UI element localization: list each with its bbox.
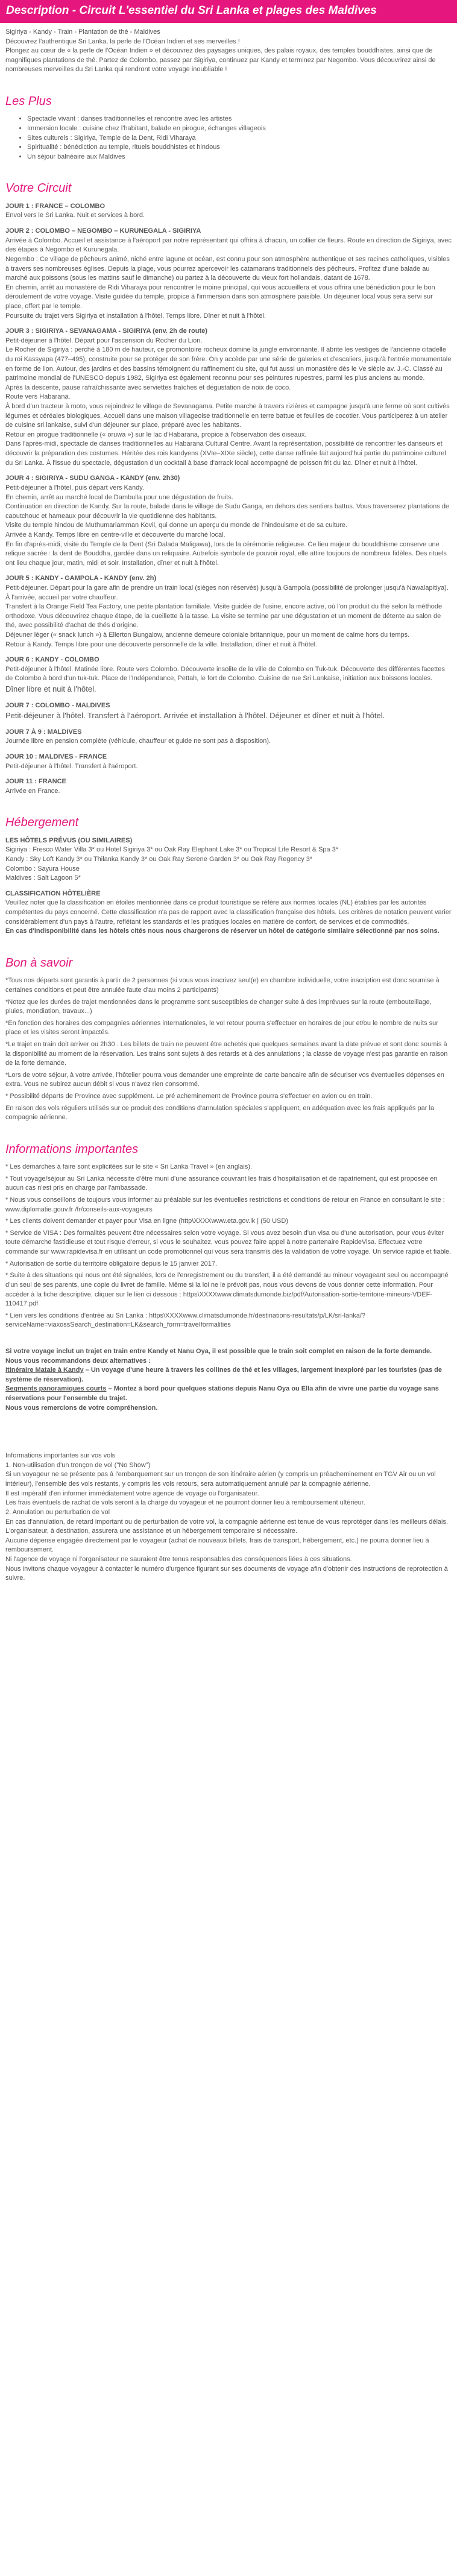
list-item: • Spectacle vivant : danses traditionnelles et rencontre avec les artistes xyxy=(27,115,452,124)
day-paragraph: En chemin, arrêt au monastère de Ridi Viharaya pour rencontrer le moine principal, qui vous accueillera et vous offrira une bénédiction pour le bon déroulement de votre voyage. Visite guidée du temple, propice à l'immersion dans son atmosphère paisible. Un déjeuner local vous sera servi sur place, offert par le temple. xyxy=(5,283,435,310)
day-paragraph: Envol vers le Sri Lanka. Nuit et services à bord. xyxy=(5,212,145,219)
intro-line: Plongez au cœur de « la perle de l'Océan Indien » et découvrez des paysages uniques, des palais royaux, des temples bouddhistes, ainsi que de magnifiques plantations de thé. Partez de Colombo, passez par Sigiriya, continuez par Kandy et terminez par Negombo. Vous découvrirez ainsi de nombreuses merveilles du Sri Lanka qui rendront votre voyage inoubliable ! xyxy=(5,47,436,74)
day-title: JOUR 1 : FRANCE – COLOMBO xyxy=(5,202,106,210)
flight-info-line: Il est impératif d'en informer immédiatement votre agence de voyage ou l'organisateur. xyxy=(5,1489,259,1497)
day-block xyxy=(5,327,452,468)
flight-info-line: Si un voyageur ne se présente pas à l'embarquement sur un tronçon de son itinéraire aérien (y compris un préacheminement en TGV Air ou un vol intérieur), l'ensemble des vols restants, y compris les vols retours, sera automatiquement annulé par la compagnie aérienne. xyxy=(5,1471,436,1488)
flight-info-line: 2. Annulation ou perturbation de vol xyxy=(5,1508,110,1516)
hotels-label: LES HÔTELS PRÉVUS (OU SIMILAIRES) xyxy=(5,836,133,844)
day-block xyxy=(5,227,452,321)
list-item: *Tous nos départs sont garantis à partir de 2 personnes (si vous vous inscrivez seul(e) en chambre individuelle, votre inscription est donc soumise à certaines conditions et peut être annulée faute d'au moins 2 participants) xyxy=(5,977,440,994)
list-item: * Suite à des situations qui nous ont été signalées, lors de l'enregistrement ou du transfert, il a été demandé au mineur voyageant seul ou accompagné d'un seul de ses parents, une copie du livret de famille. Même si la loi ne le prévoit pas, nous vous devons de vous donner cette information. Pour accéder à la fiche descriptive, cliquer sur le lien ci dessous : https\XXXXwww.climatsdumonde.biz/pdf/Autorisation-sortie-territoire-mineurs-VDEF-110417.pdf xyxy=(5,1272,449,1308)
day-block xyxy=(5,574,452,649)
flight-info-line: Les frais éventuels de rachat de vols seront à la charge du voyageur et ne pourront donner lieu à remboursement ultérieur. xyxy=(5,1499,365,1507)
plus-list xyxy=(5,115,452,162)
day-paragraph: Visite du temple hindou de Muthumariamman Kovil, qui donne un aperçu du monde de l'hindouisme et de sa culture. xyxy=(5,522,347,529)
list-item: • Un séjour balnéaire aux Maldives xyxy=(27,153,452,162)
day-block xyxy=(5,753,452,771)
day-paragraph: En fin d'après-midi, visite du Temple de la Dent (Sri Dalada Maligawa), lors de la cérémonie religieuse. Ce lieu majeur du bouddhisme conserve une relique sacrée : la dent de Bouddha, gardée dans un reliquaire. Autrefois symbole de pouvoir royal, elle attire toujours de nombreux fidèles. Des rituels ont lieu chaque jour, matin, midi et soir. Installation, dîner et nuit à l'hôtel. xyxy=(5,540,447,567)
list-item: * Les clients doivent demander et payer pour Visa en ligne (http\XXXXwww.eta.gov.lk | (50 USD) xyxy=(5,1217,288,1225)
flight-info-line: Nous invitons chaque voyageur à contacter le numéro d'urgence figurant sur ses documents de voyage afin d'obtenir des instructions de reprotection à suivre. xyxy=(5,1565,448,1582)
flight-info-line: 1. Non-utilisation d'un tronçon de vol ("No Show") xyxy=(5,1461,151,1469)
list-item: * Autorisation de sortie du territoire obligatoire depuis le 15 janvier 2017. xyxy=(5,1260,217,1267)
list-item: * Nous vous conseillons de toujours vous informer au préalable sur les éventuelles restrictions et conditions de retour en France en consultant le site : www.diplomatie.gouv.fr /fr/conseils-aux-voyageurs xyxy=(5,1196,445,1213)
day-paragraph: Petit-déjeuner à l'hôtel. Transfert à l'aéroport. Arrivée et installation à l'hôtel. Déjeuner et dîner et nuit à l'hôtel. xyxy=(5,711,385,721)
alt-1-link[interactable]: Itinéraire Matale à Kandy xyxy=(5,1366,84,1374)
day-paragraph: Petit-déjeuner à l'hôtel. Transfert à l'aéroport. xyxy=(5,762,138,770)
list-item: *Le trajet en train doit arriver ou 2h30 . Les billets de train ne peuvent être achetés que quelques semaines avant la date prévue et sont donc soumis à la disponibilité au moment de la réservation. Les trains sont sujets à des retards et à des annulations ; la classe de voyage n'est pas garantie en raison de la forte demande. xyxy=(5,1040,448,1067)
classification-note: En cas d'indisponibilité dans les hôtels cités nous nous chargerons de réserver un hôtel de catégorie similaire sélectionné par nos soins. xyxy=(5,927,440,935)
classification-label: CLASSIFICATION HÔTELIÈRE xyxy=(5,889,101,897)
day-paragraph: Petit-déjeuner. Départ pour la gare afin de prendre un train local (sièges non réservés) jusqu'à Gampola (possibilité de prolonger jusqu'à Nawalapitiya). xyxy=(5,584,449,592)
day-title: JOUR 7 À 9 : MALDIVES xyxy=(5,728,82,736)
day-paragraph: Après la descente, pause rafraîchissante avec serviettes fraîches et dégustation de noix de coco. xyxy=(5,384,291,391)
day-paragraph: Petit-déjeuner à l'hôtel. Matinée libre. Route vers Colombo. Découverte insolite de la ville de Colombo en Tuk-tuk. Découverte des différentes facettes de Colombo à bord d'un tuk-tuk. Place de l'Indépendance, Pettah, le fort de Colombo. Cuisine de rue Sri Lankaise, initiation aux boissons locales. Dîner libre et nuit à l'hôtel. xyxy=(5,665,445,694)
day-paragraph: Petit-déjeuner à l'hôtel, puis départ vers Kandy. xyxy=(5,484,144,491)
day-paragraph: Arrivée à Colombo. Accueil et assistance à l'aéroport par notre représentant qui offrira à chacun, un collier de fleurs. Route en direction de Sigiriya, avec des étapes à Negombo et Kurunegala. xyxy=(5,236,452,254)
notice-alt-1 xyxy=(5,1366,452,1384)
day-block xyxy=(5,655,452,695)
day-paragraph: Le Rocher de Sigiriya : perché à 180 m de hauteur, ce promontoire rocheux domine la jungle environnante. Il abrite les vestiges de l'ancienne citadelle du roi Kassyapa (477–495), construite pour se protéger de son frère. On y accède par une série de galeries et d'escaliers, jusqu'à l'entrée monumentale en forme de lion. Autour, des jardins et des bassins témoignent du raffinement du site, qui fut aussi un monastère dès le Ve siècle av. J.-C. Classé au patrimoine mondial de l'UNESCO depuis 1982, Sigiriya est également reconnu pour ses peintures rupestres, parmi les plus anciens au monde. xyxy=(5,346,452,382)
flight-info-line: Aucune dépense engagée directement par le voyageur (achat de nouveaux billets, frais de transport, hébergement, etc.) ne pourra donner lieu à remboursement. xyxy=(5,1536,429,1554)
flight-info-line: En cas d'annulation, de retard important ou de perturbation de votre vol, la compagnie aérienne est tenue de vous reprotéger dans les meilleurs délais. xyxy=(5,1518,449,1526)
day-paragraph: À bord d'un tracteur à moto, vous rejoindrez le village de Sevanagama. Petite marche à travers rizières et campagne jusqu'à une ferme où sont cultivés légumes et céréales biologiques. Accueil dans une maison villageoise traditionnelle en terre battue et feuilles de cocotier. Vous participerez à un atelier de cuisine sri lankaise, suivi d'un déjeuner sur place, préparé avec les habitants. xyxy=(5,403,450,429)
day-paragraph: Poursuite du trajet vers Sigiriya et installation à l'hôtel. Temps libre. Dîner et nuit à l'hôtel. xyxy=(5,312,266,320)
day-title: JOUR 7 : COLOMBO - MALDIVES xyxy=(5,701,110,709)
day-block xyxy=(5,474,452,568)
day-paragraph: Petit-déjeuner à l'hôtel. Départ pour l'ascension du Rocher du Lion. xyxy=(5,336,203,344)
day-paragraph: En chemin, arrêt au marché local de Dambulla pour une dégustation de fruits. xyxy=(5,493,233,501)
day-paragraph: Retour à Kandy. Temps libre pour une découverte personnelle de la ville. Installation, dîner et nuit à l'hôtel. xyxy=(5,640,318,648)
list-item: * Possibilité départs de Province avec supplément. Le pré acheminement de Province pourra s'effectuer en avion ou en train. xyxy=(5,1093,373,1100)
classification-text: Veuillez noter que la classification en étoiles mentionnée dans ce produit touristique se réfère aux normes locales (NL) établies par les autorités compétentes du pays concerné. Cette classification n'a pas de rapport avec la classification française des hôtels. Les critères de notation peuvent varier considérablement d'un pays à l'autre, reflétant les standards et les pratiques locales en matière de confort, de services et de commodités. xyxy=(5,899,452,926)
day-title: JOUR 3 : SIGIRIYA - SEVANAGAMA - SIGIRIYA (env. 2h de route) xyxy=(5,327,207,335)
list-item: *Lors de votre séjour, à votre arrivée, l'hôtelier pourra vous demander une empreinte de carte bancaire afin de sécuriser vos éventuelles dépenses en extra. Vous ne subirez aucun débit si vous n'avez rien consommé. xyxy=(5,1071,444,1088)
alt-2-link[interactable]: Segments panoramiques courts xyxy=(5,1385,107,1393)
section-heading-bon-a-savoir: Bon à savoir xyxy=(5,956,73,970)
intro xyxy=(5,28,452,75)
day-list xyxy=(5,202,452,797)
list-item: * Lien vers les conditions d'entrée au Sri Lanka : https\XXXXwww.climatsdumonde.fr/destinations-resultats/p/LK/sri-lanka/?serviceName=viaxossSearch_destination=LK&search_form=traveIformalities xyxy=(5,1312,366,1329)
day-paragraph: Negombo : Ce village de pêcheurs animé, niché entre lagune et océan, est connu pour son atmosphère authentique et ses racines catholiques, visibles à travers ses nombreuses églises. Depuis la plage, vous pourrez apercevoir les catamarans traditionnels des pêcheurs. Profitez d'une balade au marché aux poissons (sous les mattins sauf le dimanche) ou partez à la découverte du vieux fort hollandais, datant de 1678. xyxy=(5,255,450,282)
day-paragraph: Arrivée en France. xyxy=(5,787,60,795)
day-paragraph: Arrivée à Kandy. Temps libre en centre-ville et découverte du marché local. xyxy=(5,531,225,538)
list-item: * Tout voyage/séjour au Sri Lanka nécessite d'être muni d'une assurance couvrant les frais d'hospitalisation et de rapatriement, qui est proposée en aucun cas n'est pris en charge par l'ambassade. xyxy=(5,1175,438,1192)
hotel-section xyxy=(5,836,452,936)
alt-2-text: – Montez à bord pour quelques stations depuis Nanu Oya ou Ella afin de vivre une partie du voyage sans réservations pour l'ensemble du trajet. xyxy=(5,1385,439,1403)
intro-line: Découvrez l'authentique Sri Lanka, la perle de l'Océan Indien et ses merveilles ! xyxy=(5,37,240,45)
flight-info-line: Ni l'agence de voyage ni l'organisateur ne sauraient être tenus responsables des conséquences liées à ces situations. xyxy=(5,1555,352,1563)
day-block xyxy=(5,777,452,796)
day-title: JOUR 6 : KANDY - COLOMBO xyxy=(5,656,99,664)
list-item: * Les démarches à faire sont explicitées sur le site « Sri Lanka Travel » (en anglais). xyxy=(5,1163,253,1171)
day-paragraph: Route vers Habarana. xyxy=(5,393,71,401)
day-paragraph: Dans l'après-midi, spectacle de danses traditionnelles au Habarana Cultural Centre. Avant la représentation, possibilité de rencontrer les danseurs et découvrir la préparation des costumes. Héritée des rois kandyens (XVIe–XIXe siècle), cette danse raffinée fait aujourd'hui partie du patrimoine culturel du Sri Lanka. À l'issue du spectacle, dégustation d'un cocktail à base d'arrack local accompagné de poisson frit du lac. Dîner et nuit à l'hôtel. xyxy=(5,440,446,467)
list-item: * Service de VISA : Des formalités peuvent être nécessaires selon votre voyage. Si vous avez besoin d'un visa ou d'une autorisation, pour vous éviter toute démarche fastidieuse et tout risque d'erreur, si vous le souhaitez, vous pouvez faire appel à notre partenaire RapideVisa. Effectuez votre commande sur www.rapidevisa.fr en utilisant un code promotionnel qui vous sera transmis dès la validation de votre voyage. Un service rapide et fiable. xyxy=(5,1229,452,1256)
notice-alt-2 xyxy=(5,1384,452,1403)
day-paragraph: Transfert à la Orange Field Tea Factory, une petite plantation familiale. Visite guidée de l'usine, encore active, où l'on produit du thé selon la méthode orthodoxe. Vous découvrirez chaque étape, de la cueillette à la tasse. La visite se termine par une dégustation et un moment de détente au salon de thé, avec possibilité d'achat de thés d'origine. xyxy=(5,603,443,630)
day-paragraph: Retour en pirogue traditionnelle (« oruwa ») sur le lac d'Habarana, propice à l'observation des oiseaux. xyxy=(5,431,307,438)
hotel-line: Colombo : Sayura House xyxy=(5,865,80,873)
day-paragraph: À l'arrivée, accueil par votre chauffeur. xyxy=(5,593,118,601)
day-block xyxy=(5,202,452,221)
bon-a-savoir-list xyxy=(5,976,452,1123)
section-heading-plus: Les Plus xyxy=(5,95,52,109)
train-notice xyxy=(5,1347,452,1413)
hotel-line: Kandy : Sky Loft Kandy 3* ou Thilanka Kandy 3* ou Oak Ray Serene Garden 3* ou Oak Ray Regency 3* xyxy=(5,856,313,863)
page-title: Description - Circuit L'essentiel du Sri Lanka et plages des Maldives xyxy=(0,0,457,23)
list-item: En raison des vols réguliers utilisés sur ce produit des conditions d'annulation spéciales s'appliquent, en adéquation avec les frais appliqués par la compagnie aérienne. xyxy=(5,1104,435,1122)
day-block xyxy=(5,701,452,722)
day-paragraph: Continuation en direction de Kandy. Sur la route, balade dans le village de Sudu Ganga, en dehors des sentiers battus. Vous traverserez plantations de caoutchouc et hameaux pour découvrir la vie quotidienne des habitants. xyxy=(5,503,450,520)
day-block xyxy=(5,728,452,747)
list-item: • Spiritualité : bénédiction au temple, rituels bouddhistes et hindous xyxy=(27,143,452,153)
day-paragraph: Journée libre en pension complète (véhicule, chauffeur et guide ne sont pas à disposition). xyxy=(5,737,271,745)
content xyxy=(0,28,457,1583)
spacer xyxy=(5,883,452,889)
flight-info-line: L'organisateur, à destination, assurera une assistance et un hébergement temporaire si nécessaire. xyxy=(5,1527,297,1535)
day-title: JOUR 5 : KANDY - GAMPOLA - KANDY (env. 2h) xyxy=(5,575,157,582)
day-title: JOUR 10 : MALDIVES - FRANCE xyxy=(5,753,107,760)
day-title: JOUR 2 : COLOMBO – NEGOMBO – KURUNEGALA - SIGIRIYA xyxy=(5,227,201,235)
hotel-line: Sigiriya : Fresco Water Villa 3* ou Hotel Sigiriya 3* ou Oak Ray Elephant Lake 3* ou Tropical Life Resort & Spa 3* xyxy=(5,846,339,854)
flight-info-line: Informations importantes sur vos vols xyxy=(5,1452,116,1460)
day-note: Dîner libre et nuit à l'hôtel. xyxy=(5,684,96,694)
day-title: JOUR 4 : SIGIRIYA - SUDU GANGA - KANDY (env. 2h30) xyxy=(5,475,180,482)
list-item: • Immersion locale : cuisine chez l'habitant, balade en pirogue, échanges villageois xyxy=(27,124,452,134)
day-title: JOUR 11 : FRANCE xyxy=(5,778,66,786)
intro-line: Sigiriya - Kandy - Train - Plantation de thé - Maldives xyxy=(5,28,160,36)
section-heading-circuit: Votre Circuit xyxy=(5,182,72,195)
notice-thanks: Nous vous remercions de votre compréhension. xyxy=(5,1404,158,1412)
list-item: *En fonction des horaires des compagnies aériennes internationales, le vol retour pourra s'effectuer en horaires de jour et/ou le nombre de nuits sur place et les visites seront impactés. xyxy=(5,1019,438,1037)
list-item: • Sites culturels : Sigiriya, Temple de la Dent, Ridi Viharaya xyxy=(27,134,452,144)
list-item: *Notez que les durées de trajet mentionnées dans le programme sont susceptibles de changer suite à des imprévues sur la route (embouteillage, pluies, mondiation, travaux...) xyxy=(5,998,432,1015)
flight-info xyxy=(5,1451,452,1583)
section-heading-hebergement: Hébergement xyxy=(5,816,79,830)
infos-list xyxy=(5,1163,452,1330)
notice-intro: Si votre voyage inclut un trajet en train entre Kandy et Nanu Oya, il est possible que le train soit complet en raison de la forte demande. xyxy=(5,1347,432,1355)
day-paragraph: Déjeuner léger (« snack lunch ») à Ellerton Bungalow, ancienne demeure coloniale britannique, pour un moment de calme hors du temps. xyxy=(5,631,410,639)
section-heading-infos: Informations importantes xyxy=(5,1142,139,1156)
notice-alt-label: Nous vous recommandons deux alternatives : xyxy=(5,1357,151,1365)
alt-1-text: – Un voyage d'une heure à travers les collines de thé et les villages, largement inexploré par les touristes (pas de système de réservation). xyxy=(5,1366,443,1383)
hotel-line: Maldives : Salt Lagoon 5* xyxy=(5,874,81,882)
